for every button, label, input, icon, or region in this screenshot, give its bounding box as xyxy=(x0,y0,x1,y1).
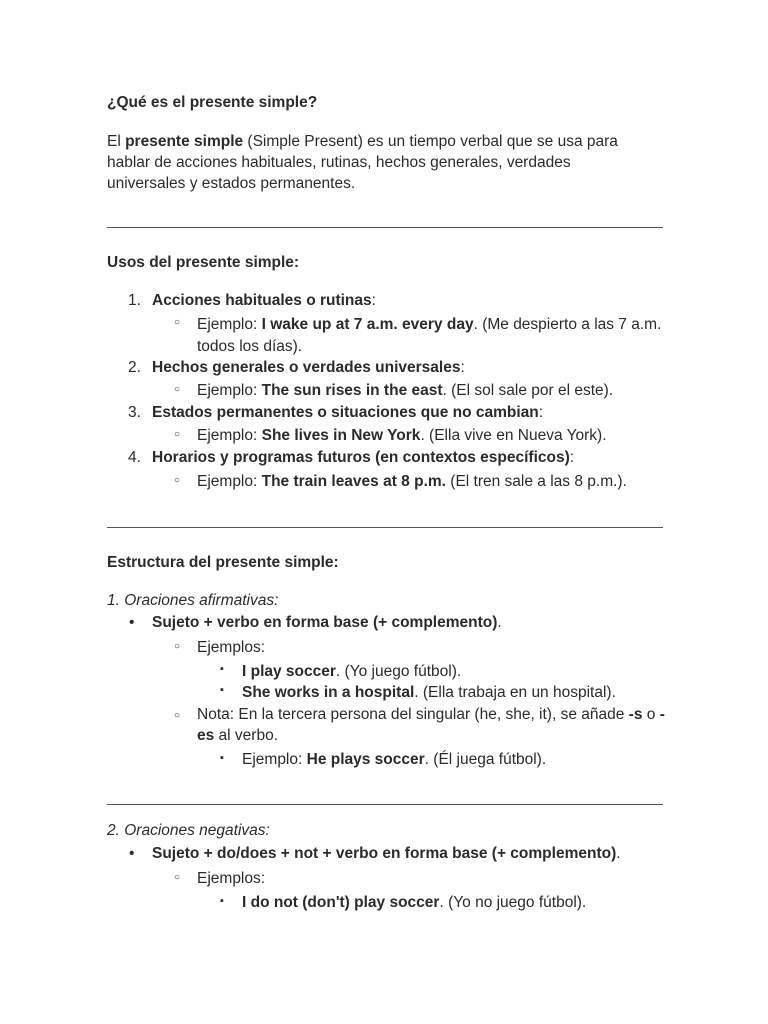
square-bullet-icon: ▪ xyxy=(220,663,224,675)
example-line: Ejemplo: The train leaves at 8 p.m. (El tren sale a las 8 p.m.). xyxy=(197,473,627,490)
divider xyxy=(107,804,663,805)
section-title-what-is: ¿Qué es el presente simple? xyxy=(107,94,318,111)
section-title-uses: Usos del presente simple: xyxy=(107,254,300,271)
formula-affirmative: Sujeto + verbo en forma base (+ complemento). xyxy=(152,614,502,631)
circle-bullet-icon: ○ xyxy=(174,475,181,486)
list-item: Estados permanentes o situaciones que no cambian: xyxy=(152,404,544,421)
list-item: Horarios y programas futuros (en contextos específicos): xyxy=(152,449,575,466)
example-line: Ejemplo: The sun rises in the east. (El sol sale por el este). xyxy=(197,382,614,399)
subheading-affirmative: 1. Oraciones afirmativas: xyxy=(107,592,279,609)
example-line-cont: todos los días). xyxy=(197,338,303,355)
list-item: Acciones habituales o rutinas: xyxy=(152,292,376,309)
example-line: Ejemplo: I wake up at 7 a.m. every day. (Me despierto a las 7 a.m. xyxy=(197,316,662,333)
bullet-icon: • xyxy=(129,614,135,631)
example-item: Ejemplo: He plays soccer. (Él juega fútbol). xyxy=(242,751,547,768)
section-title-structure: Estructura del presente simple: xyxy=(107,554,339,571)
list-number: 2. xyxy=(128,359,141,376)
formula-negative: Sujeto + do/does + not + verbo en forma base (+ complemento). xyxy=(152,845,621,862)
circle-bullet-icon: ○ xyxy=(174,872,181,883)
examples-label: Ejemplos: xyxy=(197,639,266,656)
list-number: 4. xyxy=(128,449,141,466)
circle-bullet-icon: ○ xyxy=(174,429,181,440)
divider xyxy=(107,527,663,528)
example-item: I play soccer. (Yo juego fútbol). xyxy=(242,663,462,680)
note-line-cont: es al verbo. xyxy=(197,727,279,744)
list-item: Hechos generales o verdades universales: xyxy=(152,359,465,376)
circle-bullet-icon: ○ xyxy=(174,641,181,652)
bullet-icon: • xyxy=(129,845,135,862)
example-item: I do not (don't) play soccer. (Yo no juego fútbol). xyxy=(242,894,587,911)
circle-bullet-icon: ○ xyxy=(174,710,181,721)
subheading-negative: 2. Oraciones negativas: xyxy=(107,822,270,839)
note-line: Nota: En la tercera persona del singular (he, she, it), se añade -s o - xyxy=(197,706,665,723)
square-bullet-icon: ▪ xyxy=(220,895,224,907)
list-number: 1. xyxy=(128,292,141,309)
example-line: Ejemplo: She lives in New York. (Ella vive en Nueva York). xyxy=(197,427,607,444)
circle-bullet-icon: ○ xyxy=(174,317,181,328)
examples-label: Ejemplos: xyxy=(197,870,266,887)
example-item: She works in a hospital. (Ella trabaja en un hospital). xyxy=(242,684,616,701)
circle-bullet-icon: ○ xyxy=(174,384,181,395)
square-bullet-icon: ▪ xyxy=(220,684,224,696)
intro-paragraph: El presente simple (Simple Present) es un tiempo verbal que se usa para hablar de acciones habituales, rutinas, hechos generales, verdades universales y estados permanentes. xyxy=(107,133,618,192)
square-bullet-icon: ▪ xyxy=(220,752,224,764)
list-number: 3. xyxy=(128,404,141,421)
divider xyxy=(107,227,663,228)
